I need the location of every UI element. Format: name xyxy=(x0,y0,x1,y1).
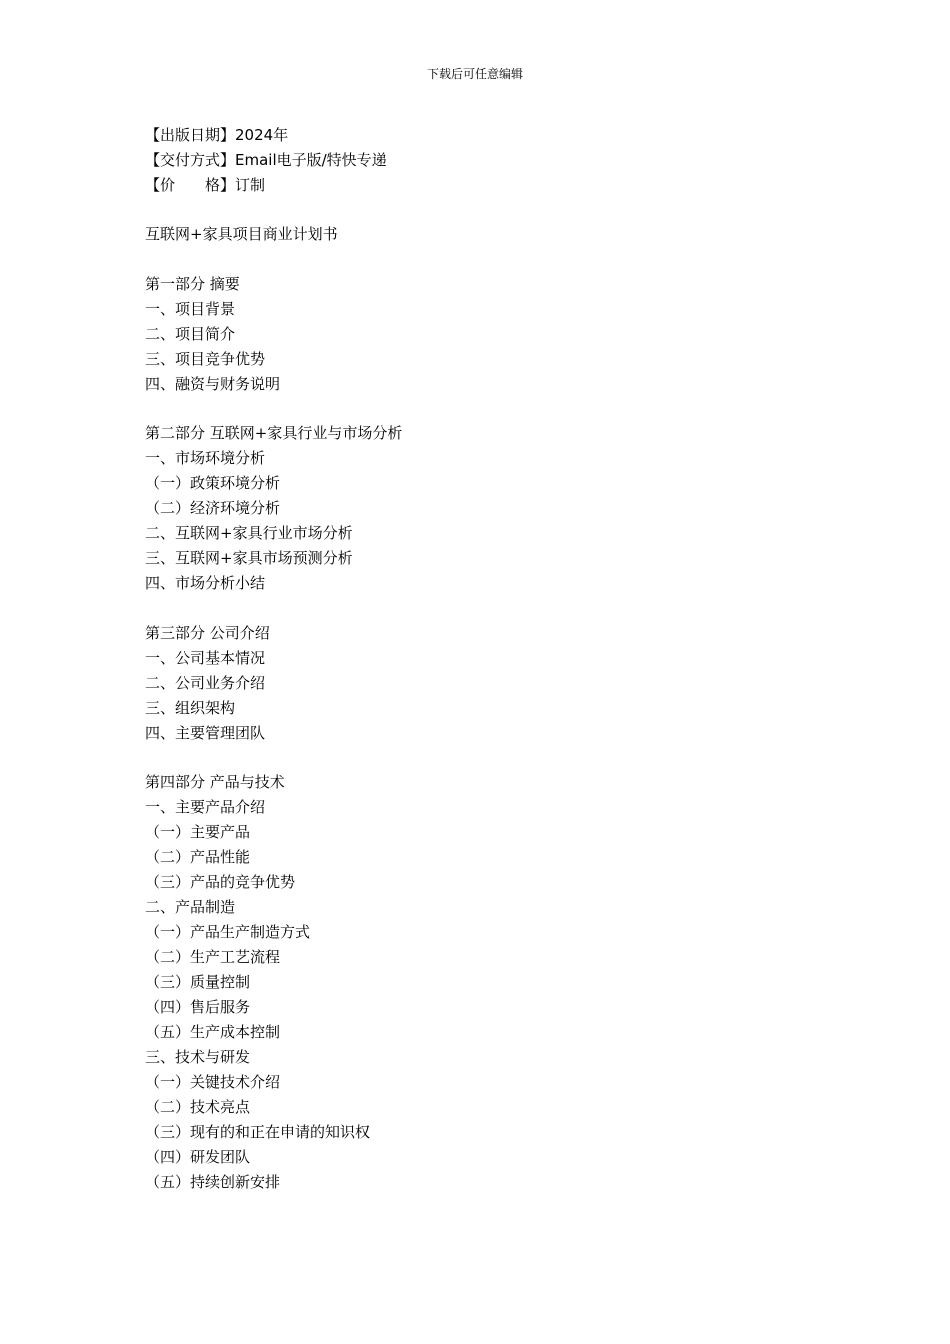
list-item: （二）生产工艺流程 xyxy=(145,948,281,966)
list-item: 二、公司业务介绍 xyxy=(145,673,266,692)
section-title: 第四部分 产品与技术 xyxy=(145,773,285,791)
list-item: （二）经济环境分析 xyxy=(145,499,281,517)
delivery-method-label: 【交付方式】 xyxy=(145,151,236,169)
section-title: 第三部分 公司介绍 xyxy=(145,623,270,642)
price-row xyxy=(145,173,387,198)
delivery-method-value: Email电子版/特快专递 xyxy=(235,151,387,169)
list-item: 四、融资与财务说明 xyxy=(145,374,281,393)
publish-date-row xyxy=(145,123,387,148)
list-item: （五）持续创新安排 xyxy=(145,1173,281,1191)
list-item: （三）产品的竞争优势 xyxy=(145,873,296,891)
table-of-contents xyxy=(145,222,402,1195)
list-item: 二、项目简介 xyxy=(145,324,236,343)
list-item: （四）研发团队 xyxy=(145,1148,251,1166)
list-item: （三）现有的和正在申请的知识权 xyxy=(145,1123,371,1141)
document-title: 互联网+家具项目商业计划书 xyxy=(145,225,338,243)
list-item: 二、互联网+家具行业市场分析 xyxy=(145,524,353,542)
list-item: （一）主要产品 xyxy=(145,823,251,841)
list-item: 一、市场环境分析 xyxy=(145,449,266,467)
list-item: 四、主要管理团队 xyxy=(145,723,266,742)
list-item: 四、市场分析小结 xyxy=(145,574,266,592)
list-item: （四）售后服务 xyxy=(145,998,251,1016)
price-value: 订制 xyxy=(235,176,266,194)
list-item: 三、互联网+家具市场预测分析 xyxy=(145,549,353,567)
list-item: 三、组织架构 xyxy=(145,698,236,717)
list-item: （二）技术亮点 xyxy=(145,1098,251,1116)
section-title: 第二部分 互联网+家具行业与市场分析 xyxy=(145,424,403,442)
list-item: （一）产品生产制造方式 xyxy=(145,923,311,941)
list-item: （一）关键技术介绍 xyxy=(145,1073,281,1091)
page-header: 下载后可任意编辑 xyxy=(426,67,523,81)
publication-info xyxy=(145,123,387,198)
section-title: 第一部分 摘要 xyxy=(145,274,240,293)
list-item: （一）政策环境分析 xyxy=(145,474,281,492)
list-item: （三）质量控制 xyxy=(145,973,251,991)
delivery-method-row xyxy=(145,148,387,173)
list-item: 一、主要产品介绍 xyxy=(145,798,266,816)
list-item: 二、产品制造 xyxy=(145,898,236,916)
price-label: 【价 格】 xyxy=(145,176,236,194)
list-item: 三、项目竞争优势 xyxy=(145,349,266,368)
publish-date-label: 【出版日期】 xyxy=(145,126,236,144)
list-item: 一、公司基本情况 xyxy=(145,648,266,667)
list-item: 一、项目背景 xyxy=(145,299,236,318)
list-item: 三、技术与研发 xyxy=(145,1048,251,1066)
list-item: （二）产品性能 xyxy=(145,848,251,866)
list-item: （五）生产成本控制 xyxy=(145,1023,281,1041)
publish-date-value: 2024年 xyxy=(235,126,289,144)
